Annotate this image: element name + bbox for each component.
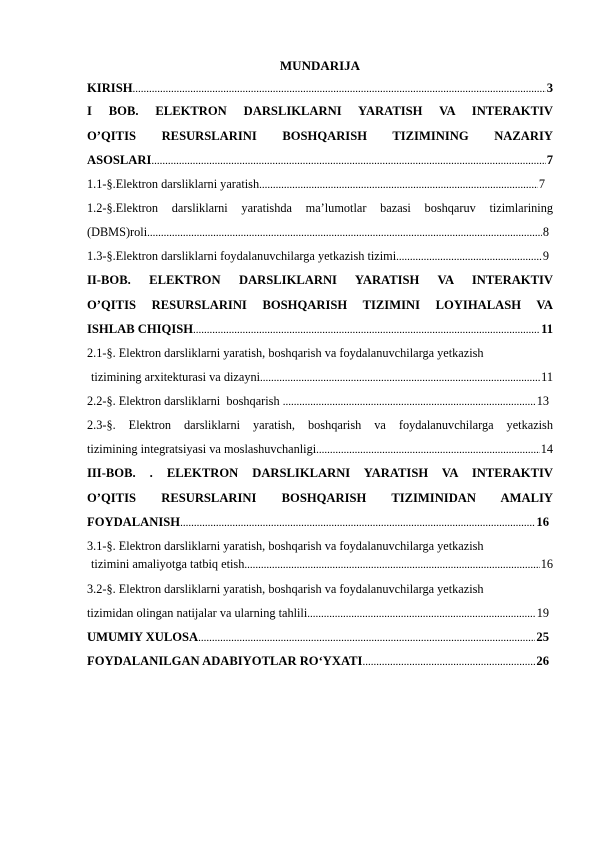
toc-page-number: 7 (546, 153, 553, 167)
toc-leader-dots (147, 226, 542, 240)
toc-leader-dots (362, 655, 535, 669)
toc-page-number: 8 (542, 225, 549, 239)
toc-entry-text: FOYDALANISH (87, 515, 181, 529)
toc-entry-text: FOYDALANILGAN ADABIYOTLAR RO‘YXATI (87, 654, 363, 668)
toc-entry-chapter-1[interactable] (87, 153, 553, 168)
toc-entry-line[interactable]: 3.1-§. Elektron darsliklarni yaratish, boshqarish va foydalanuvchilarga yetkazish (87, 539, 484, 553)
toc-entry-line[interactable]: 2.3-§. Elektron darsliklarni yaratish, boshqarish va foydalanuvchilarga yetkazish (87, 418, 553, 432)
toc-entry-text: tizimining arxitekturasi va dizayni (91, 370, 261, 384)
toc-entry-text: KIRISH (87, 81, 133, 95)
toc-leader-dots (307, 607, 535, 621)
toc-entry-conclusion[interactable] (87, 630, 549, 645)
toc-page-number: 16 (540, 557, 553, 571)
toc-entry-text: tizimini amaliyotga tatbiq etish (91, 557, 245, 571)
toc-page-number: 16 (536, 515, 549, 529)
toc-leader-dots (260, 371, 540, 385)
toc-page-number: 25 (536, 630, 549, 644)
toc-leader-dots (180, 516, 535, 530)
toc-leader-dots (193, 323, 540, 337)
toc-entry-3-2[interactable] (87, 606, 549, 621)
toc-leader-dots (283, 395, 536, 409)
toc-entry-line[interactable]: 1.2-§.Elektron darsliklarni yaratishda ma’lumotlar bazasi boshqaruv tizimlarining (87, 201, 553, 215)
toc-entry-references[interactable] (87, 654, 549, 669)
toc-entry-text: 1.3-§.Elektron darsliklarni foydalanuvchilarga yetkazish tizimi (87, 249, 397, 263)
toc-page-number: 7 (538, 177, 545, 191)
toc-entry-1-3[interactable] (87, 249, 549, 264)
toc-page-number: 14 (540, 442, 553, 456)
toc-entry-line[interactable]: 3.2-§. Elektron darsliklarni yaratish, boshqarish va foydalanuvchilarga yetkazish (87, 582, 484, 596)
toc-page-number: 9 (542, 249, 549, 263)
toc-entry-line[interactable]: O’QITIS RESURSLARINI BOSHQARISH TIZIMINI LOYIHALASH VA (87, 298, 553, 312)
toc-entry-text: (DBMS)roli (87, 225, 148, 239)
toc-page-number: 26 (536, 654, 549, 668)
toc-entry-text: tizimidan olingan natijalar va ularning tahlili (87, 606, 308, 620)
toc-leader-dots (396, 250, 542, 264)
toc-entry-text: UMUMIY XULOSA (87, 630, 199, 644)
toc-page-number: 11 (541, 322, 553, 336)
toc-entry-3-1[interactable] (87, 557, 553, 572)
toc-entry-line[interactable]: O’QITIS RESURSLARINI BOSHQARISH TIZIMINIDAN AMALIY (87, 491, 553, 505)
toc-entry-2-3[interactable] (87, 442, 553, 457)
toc-entry-line[interactable]: O’QITIS RESURSLARINI BOSHQARISH TIZIMINING NAZARIY (87, 129, 553, 143)
toc-entry-2-2[interactable] (87, 394, 549, 409)
toc-entry-kirish[interactable] (87, 81, 553, 96)
toc-entry-text: tizimining integratsiyasi va moslashuvchanligi (87, 442, 317, 456)
toc-leader-dots (151, 154, 545, 168)
toc-entry-2-1[interactable] (87, 370, 553, 385)
toc-entry-text: ASOSLARI (87, 153, 152, 167)
toc-entry-chapter-2[interactable] (87, 322, 553, 337)
toc-entry-line[interactable]: II-BOB. ELEKTRON DARSLIKLARNI YARATISH VA INTERAKTIV (87, 273, 553, 287)
toc-leader-dots (259, 178, 538, 192)
toc-page-number: 3 (546, 81, 553, 95)
toc-page-number: 19 (536, 606, 549, 620)
toc-leader-dots (316, 443, 540, 457)
toc-entry-text: 1.1-§.Elektron darsliklarni yaratish (87, 177, 260, 191)
toc-entry-chapter-3[interactable] (87, 515, 549, 530)
toc-entry-line[interactable]: I BOB. ELEKTRON DARSLIKLARNI YARATISH VA INTERAKTIV (87, 104, 553, 118)
toc-leader-dots (198, 631, 535, 645)
toc-entry-1-2[interactable] (87, 225, 549, 240)
toc-page-number: 11 (541, 370, 553, 384)
toc-entry-text: ISHLAB CHIQISH (87, 322, 194, 336)
toc-leader-dots (244, 558, 539, 572)
toc-page-number: 13 (536, 394, 549, 408)
toc-entry-text: 2.2-§. Elektron darsliklarni boshqarish (87, 394, 283, 408)
toc-entry-line[interactable]: 2.1-§. Elektron darsliklarni yaratish, boshqarish va foydalanuvchilarga yetkazish (87, 346, 484, 360)
toc-leader-dots (133, 82, 546, 96)
toc-entry-line[interactable]: III-BOB. . ELEKTRON DARSLIKLARNI YARATISH VA INTERAKTIV (87, 466, 553, 480)
toc-entry-1-1[interactable] (87, 177, 545, 192)
toc-title: MUNDARIJA (279, 58, 361, 73)
